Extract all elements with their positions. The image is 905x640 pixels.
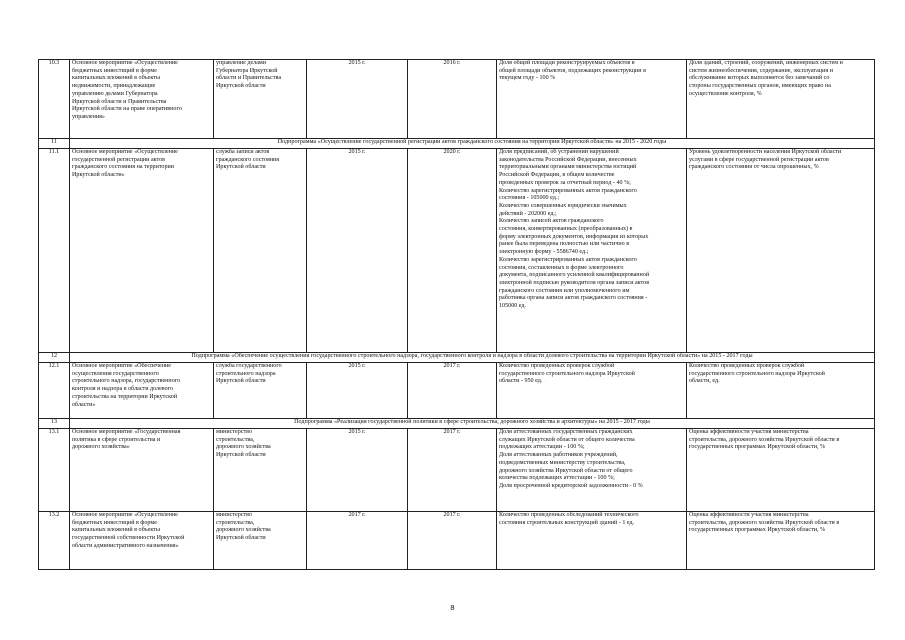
cell-text-line: министерство: [216, 429, 253, 435]
end-year: 2017 г.: [408, 429, 497, 512]
end-year: 2017 г.: [408, 363, 497, 419]
cell-text-line: области административного назначения»: [72, 542, 179, 549]
cell-text-line: строительства, дорожного хозяйства Иркутской области в: [689, 436, 840, 443]
end-year: 2020 г.: [408, 149, 497, 353]
subprogram-title: Подпрограмма «Осуществление государственной регистрации актов гражданского состояния на территории Иркутской области» на 2015 - 2020 годы: [70, 139, 875, 149]
table-row: [39, 512, 875, 570]
cell-text-line: строительного надзора, государственного: [72, 378, 181, 385]
event-name: [70, 60, 214, 139]
cell-text-line: Иркутской области на праве оперативного: [72, 106, 182, 113]
cell-text-line: Иркутской области: [216, 378, 266, 385]
executor: [214, 429, 307, 512]
cell-text-line: дорожного хозяйства Иркутской области от общего: [499, 467, 633, 474]
direct-result: [497, 149, 687, 353]
cell-text-line: капитальных вложений в объекты: [72, 75, 161, 82]
cell-text-line: строительства на территории Иркутской: [72, 393, 178, 400]
cell-text-line: области»: [72, 401, 96, 408]
cell-text-line: Уровень удовлетворенности населения Иркутской области: [689, 149, 842, 155]
cell-text-line: Иркутской области: [216, 535, 266, 542]
row-number: 13.2: [39, 512, 70, 570]
cell-text-line: стороны государственных органов, имеющих право на: [689, 83, 831, 90]
cell-text-line: бюджетных инвестиций в форме: [72, 519, 157, 526]
cell-text-line: Основное мероприятие «Осуществление: [72, 149, 178, 155]
row-number: 13: [39, 419, 70, 429]
start-year: 2015 г.: [307, 429, 408, 512]
subprogram-row: [39, 139, 875, 149]
cell-text-line: количества подлежащих аттестации - 100 %;: [499, 475, 615, 482]
cell-text-line: строительного надзора: [216, 370, 276, 377]
cell-text-line: Количество проведенных проверок службой: [499, 363, 615, 369]
cell-text-line: состояния - 105000 ед.;: [499, 195, 560, 202]
cell-text-line: служба государственного: [216, 363, 282, 369]
direct-result: [497, 363, 687, 419]
executor: [214, 512, 307, 570]
row-number: 10.3: [39, 60, 70, 139]
cell-text-line: подлежащих аттестации - 100 %;: [499, 444, 585, 451]
cell-text-line: действий - 202000 ед.;: [499, 210, 557, 217]
cell-text-line: управления»: [72, 113, 105, 120]
subprogram-row: [39, 353, 875, 363]
cell-text-line: гражданского состояния от числа опрошенных, %: [689, 164, 819, 171]
cell-text-line: ранее была переведена полностью или частично в: [499, 241, 630, 248]
cell-text-line: строительства,: [216, 436, 255, 443]
cell-text-line: области, ед.: [689, 378, 720, 385]
cell-text-line: Доля аттестованных работников учреждений,: [499, 452, 618, 459]
cell-text-line: контроля и надзора в области долевого: [72, 386, 174, 393]
cell-text-line: дорожного хозяйства: [216, 444, 271, 451]
cell-text-line: осуществление контроля, %: [689, 90, 762, 97]
cell-text-line: электронную форму - 5586740 ед.;: [499, 249, 589, 256]
cell-text-line: Основное мероприятие «Обеспечение: [72, 363, 171, 369]
cell-text-line: осуществления государственного: [72, 370, 159, 377]
cell-text-line: строительства, дорожного хозяйства Иркутской области в: [689, 519, 840, 526]
cell-text-line: министерство: [216, 512, 253, 518]
final-indicator: [687, 512, 875, 570]
cell-text-line: форму электронных документов, информация из которых: [499, 233, 649, 240]
cell-text-line: состояния, конвертированных (преобразованных) в: [499, 226, 633, 233]
cell-text-line: бюджетных инвестиций в форме: [72, 67, 157, 74]
cell-text-line: гражданского состояния или уполномоченного им: [499, 287, 630, 294]
table-row: [39, 60, 875, 139]
event-name: [70, 512, 214, 570]
cell-text-line: служба записи актов: [216, 149, 270, 155]
cell-text-line: дорожного хозяйства»: [72, 444, 130, 451]
cell-text-line: Количество зарегистрированных актов гражданского: [499, 187, 637, 194]
cell-text-line: Иркутской области: [216, 164, 266, 171]
cell-text-line: услугами в сфере государственной регистрации актов: [689, 156, 829, 163]
row-number: 12.1: [39, 363, 70, 419]
final-indicator: [687, 149, 875, 353]
cell-text-line: состояния строительных конструкций зданий - 1 ед.: [499, 519, 635, 526]
cell-text-line: государственных программах Иркутской области, %: [689, 527, 826, 534]
table-row: [39, 149, 875, 353]
start-year: 2017 г.: [307, 512, 408, 570]
row-number: 11.1: [39, 149, 70, 353]
cell-text-line: проведенных проверок за отчетный период - 40 %;: [499, 179, 631, 186]
cell-text-line: Иркутской области»: [72, 172, 125, 179]
cell-text-line: гражданского состояния: [216, 156, 280, 163]
start-year: 2015 г.: [307, 363, 408, 419]
table-row: [39, 363, 875, 419]
row-number: 11: [39, 139, 70, 149]
cell-text-line: Иркутской области: [216, 83, 266, 90]
cell-text-line: области - 950 ед.: [499, 378, 543, 385]
cell-text-line: 105000 ед.: [499, 303, 527, 310]
cell-text-line: подведомственных министерству строительства,: [499, 459, 626, 466]
direct-result: [497, 512, 687, 570]
subprogram-row: [39, 419, 875, 429]
cell-text-line: Российской Федерации, в общем количестве: [499, 172, 615, 179]
executor: [214, 60, 307, 139]
row-number: 13.1: [39, 429, 70, 512]
start-year: 2015 г.: [307, 149, 408, 353]
event-name: [70, 429, 214, 512]
cell-text-line: территориальными органами министерства юстиций: [499, 164, 637, 171]
start-year: 2015 г.: [307, 60, 408, 139]
event-name: [70, 363, 214, 419]
executor: [214, 363, 307, 419]
cell-text-line: электронной подписью руководителя органа записи актов: [499, 279, 650, 286]
final-indicator: [687, 60, 875, 139]
cell-text-line: Основное мероприятие «Государственная: [72, 429, 181, 435]
cell-text-line: Количество записей актов гражданского: [499, 218, 604, 225]
subprogram-title: Подпрограмма «Обеспечение осуществления государственного строительного надзора, государственного контроля и надзора в области долевого строительства на территории Иркутской области» на 2015 - 2017 годы: [70, 353, 875, 363]
event-name: [70, 149, 214, 353]
cell-text-line: Количество проведенных обследований технического: [499, 512, 639, 518]
cell-text-line: систем жизнеобеспечения, содержание, эксплуатация и: [689, 67, 833, 74]
cell-text-line: Иркутской области: [216, 452, 266, 459]
end-year: 2016 г.: [408, 60, 497, 139]
cell-text-line: общей площади объектов, подлежащих реконструкции в: [499, 67, 646, 74]
cell-text-line: документа, подписанного усиленной квалифицированной: [499, 272, 650, 279]
cell-text-line: Оценка эффективности участия министерства: [689, 512, 809, 518]
cell-text-line: гражданского состояния на территории: [72, 164, 175, 171]
cell-text-line: дорожного хозяйства: [216, 527, 271, 534]
cell-text-line: государственной регистрации актов: [72, 156, 166, 163]
cell-text-line: текущем году - 100 %: [499, 75, 556, 82]
subprogram-title: Подпрограмма «Реализация государственной политики в сфере строительства, дорожного хозяйства и архитектуры» на 2015 - 2017 годы: [70, 419, 875, 429]
cell-text-line: состояния, составленных в форме электронного: [499, 264, 624, 271]
cell-text-line: Оценка эффективности участия министерства: [689, 429, 809, 435]
cell-text-line: Иркутской области и Правительства: [72, 98, 167, 105]
cell-text-line: государственной собственности Иркутской: [72, 535, 185, 542]
final-indicator: [687, 363, 875, 419]
cell-text-line: Доля общей площади реконструируемых объектов в: [499, 60, 635, 66]
end-year: 2017 г.: [408, 512, 497, 570]
cell-text-line: Количество проведенных проверок службой: [689, 363, 805, 369]
final-indicator: [687, 429, 875, 512]
cell-text-line: Доля предписаний, об устранении нарушений: [499, 149, 619, 155]
cell-text-line: государственных программах Иркутской области, %: [689, 444, 826, 451]
executor: [214, 149, 307, 353]
cell-text-line: Доля просроченной кредиторской задолженности - 0 %: [499, 482, 643, 489]
cell-text-line: работника органа записи актов гражданского состояния -: [499, 295, 648, 302]
cell-text-line: государственного строительного надзора Иркутской: [689, 370, 825, 377]
cell-text-line: Основное мероприятие «Осуществление: [72, 512, 178, 518]
direct-result: [497, 429, 687, 512]
cell-text-line: политика в сфере строительства и: [72, 436, 161, 443]
cell-text-line: управлению делами Губернатора: [72, 90, 158, 97]
cell-text-line: Доля зданий, строений, сооружений, инженерных систем и: [689, 60, 843, 66]
page-number: 8: [450, 603, 455, 612]
cell-text-line: Количество зарегистрированных актов гражданского: [499, 256, 637, 263]
row-number: 12: [39, 353, 70, 363]
table-row: [39, 429, 875, 512]
program-events-table: [38, 59, 875, 570]
cell-text-line: капитальных вложений в объекты: [72, 527, 161, 534]
cell-text-line: Доля аттестованных государственных гражданских: [499, 429, 633, 435]
cell-text-line: государственного строительного надзора Иркутской: [499, 370, 635, 377]
cell-text-line: недвижимости, принадлежащие: [72, 83, 156, 90]
direct-result: [497, 60, 687, 139]
cell-text-line: Губернатора Иркутской: [216, 67, 278, 74]
cell-text-line: Основное мероприятие «Осуществление: [72, 60, 178, 66]
cell-text-line: Количество совершенных юридически значимых: [499, 202, 627, 209]
cell-text-line: управление делами: [216, 60, 267, 66]
cell-text-line: строительства,: [216, 519, 255, 526]
cell-text-line: служащих Иркутской области от общего количества: [499, 436, 635, 443]
cell-text-line: обслуживание которых выполняется без замечаний со: [689, 75, 830, 82]
cell-text-line: области и Правительства: [216, 75, 282, 82]
cell-text-line: законодательства Российской Федерации, внесенных: [499, 156, 637, 163]
